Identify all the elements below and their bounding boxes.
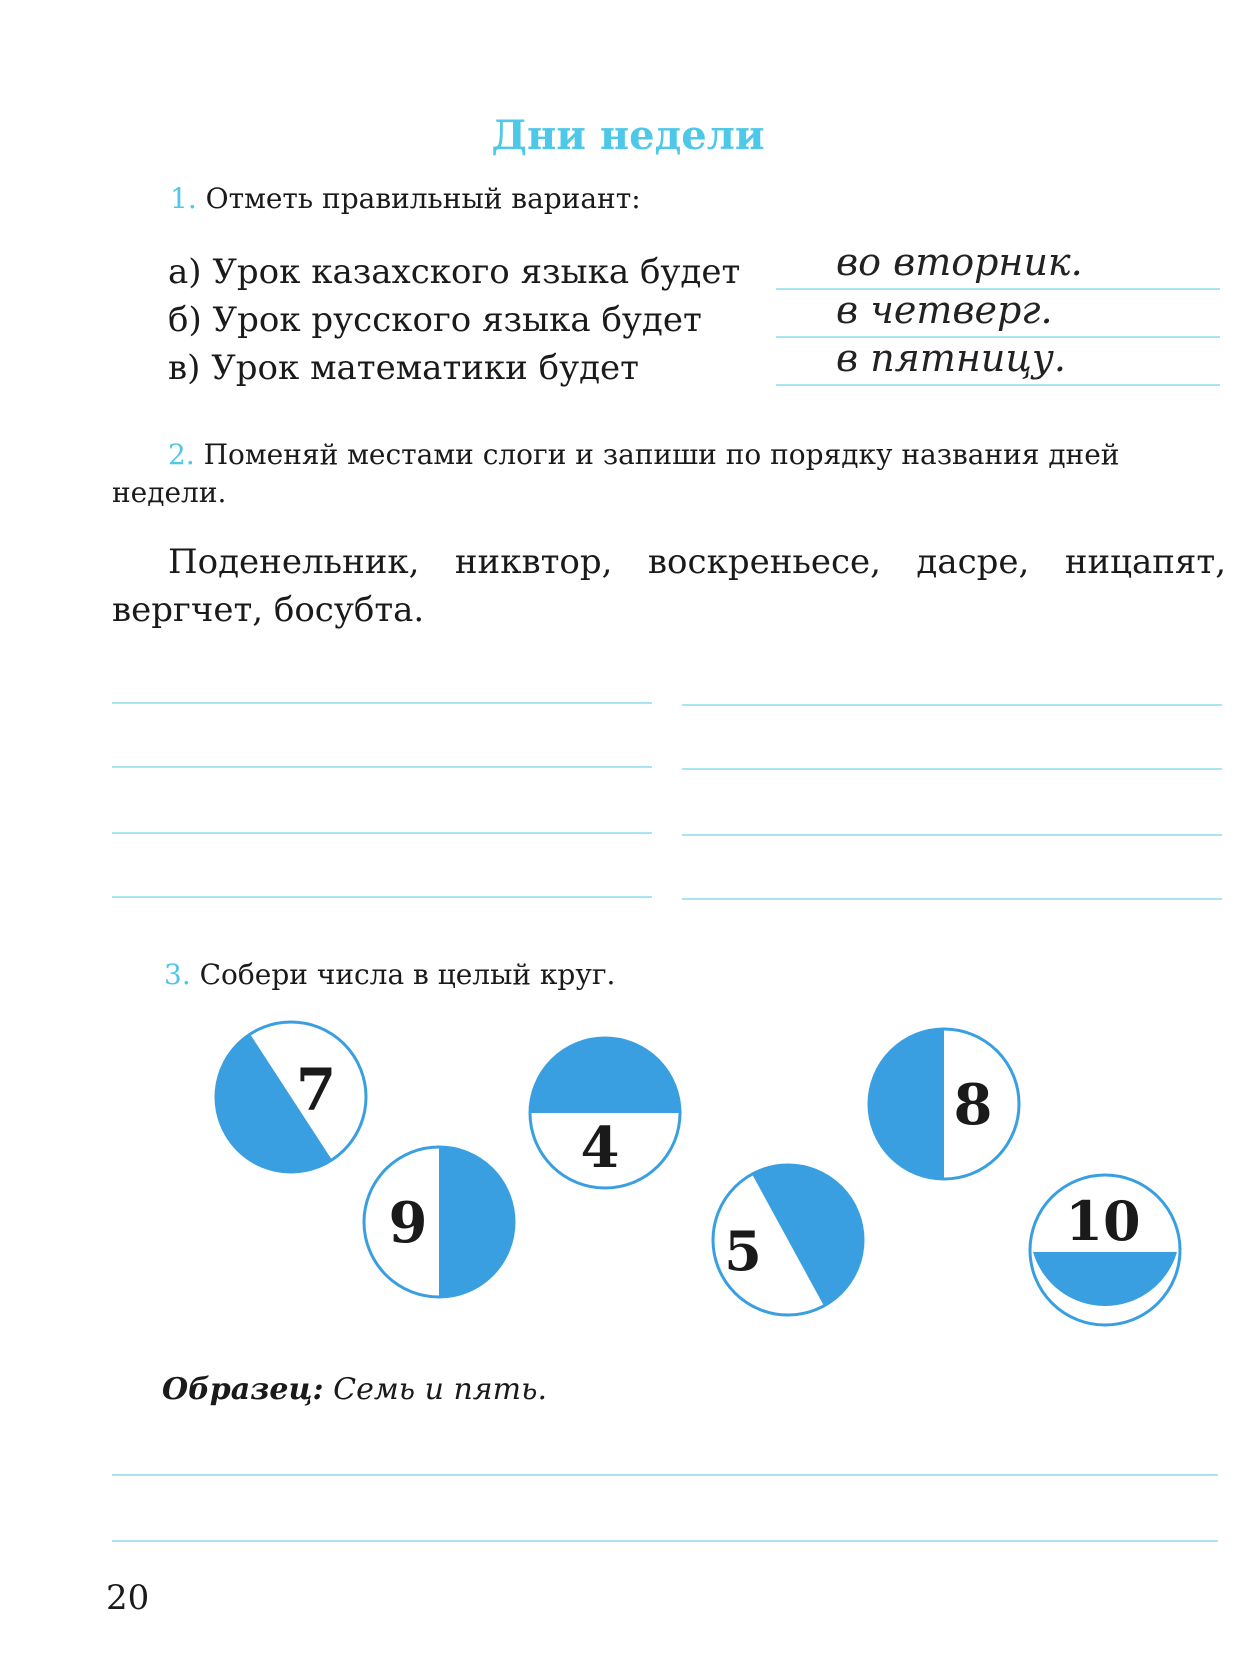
circle-10-number: 10 (1065, 1189, 1141, 1253)
writing-line (112, 832, 652, 834)
task3-heading (164, 958, 615, 991)
circle-9-half (439, 1147, 514, 1297)
sample-label: Образец: (162, 1372, 324, 1407)
writing-line (682, 834, 1222, 836)
sample-text: Семь и пять. (333, 1372, 547, 1407)
circle-9-number: 9 (388, 1190, 428, 1256)
task1-option-c: в) Урок математики будет (168, 348, 639, 388)
circle-4-number: 4 (580, 1115, 620, 1181)
writing-line (112, 766, 652, 768)
sample-line (162, 1372, 547, 1407)
task1-option-b: б) Урок русского языка будет (168, 300, 702, 340)
writing-line (112, 702, 652, 704)
writing-line (682, 898, 1222, 900)
circle-7-number: 7 (295, 1056, 337, 1124)
circle-4-half (530, 1038, 680, 1113)
circle-9 (364, 1147, 514, 1297)
task1-option-a: а) Урок казахского языка будет (168, 252, 741, 292)
circle-4 (530, 1038, 680, 1188)
handwritten-answer-a: во вторник. (836, 240, 1083, 284)
writing-line (682, 704, 1222, 706)
circle-5 (713, 1165, 863, 1315)
task2-number: 2. (168, 438, 195, 471)
writing-line (112, 896, 652, 898)
circle-8 (869, 1029, 1019, 1179)
scrambled-days: Поденельник, никвтор, воскреньесе, дасре, ницапят, вергчет, босубта. (112, 542, 1226, 630)
circle-10 (1030, 1175, 1180, 1325)
circle-8-number: 8 (953, 1072, 993, 1138)
task1-heading (170, 182, 641, 215)
task1-instruction: Отметь правильный вариант: (205, 182, 641, 215)
task3-instruction: Собери числа в целый круг. (199, 958, 616, 991)
circle-7 (216, 1022, 366, 1172)
circle-5-number: 5 (724, 1219, 762, 1283)
page-title: Дни недели (491, 112, 765, 159)
task2-instruction: Поменяй местами слоги и запиши по порядку названия дней недели. (112, 438, 1120, 509)
page-number: 20 (106, 1578, 150, 1618)
handwritten-answer-c: в пятницу. (836, 336, 1067, 380)
task3-number: 3. (164, 958, 191, 991)
answer-line-c (776, 384, 1220, 386)
task1-number: 1. (170, 182, 197, 215)
number-circles (0, 1000, 1256, 1340)
writing-line (112, 1474, 1218, 1476)
writing-line (682, 768, 1222, 770)
circle-8-half (869, 1029, 944, 1179)
handwritten-answer-b: в четверг. (836, 288, 1053, 332)
writing-line (112, 1540, 1218, 1542)
task2-heading (112, 436, 1226, 512)
